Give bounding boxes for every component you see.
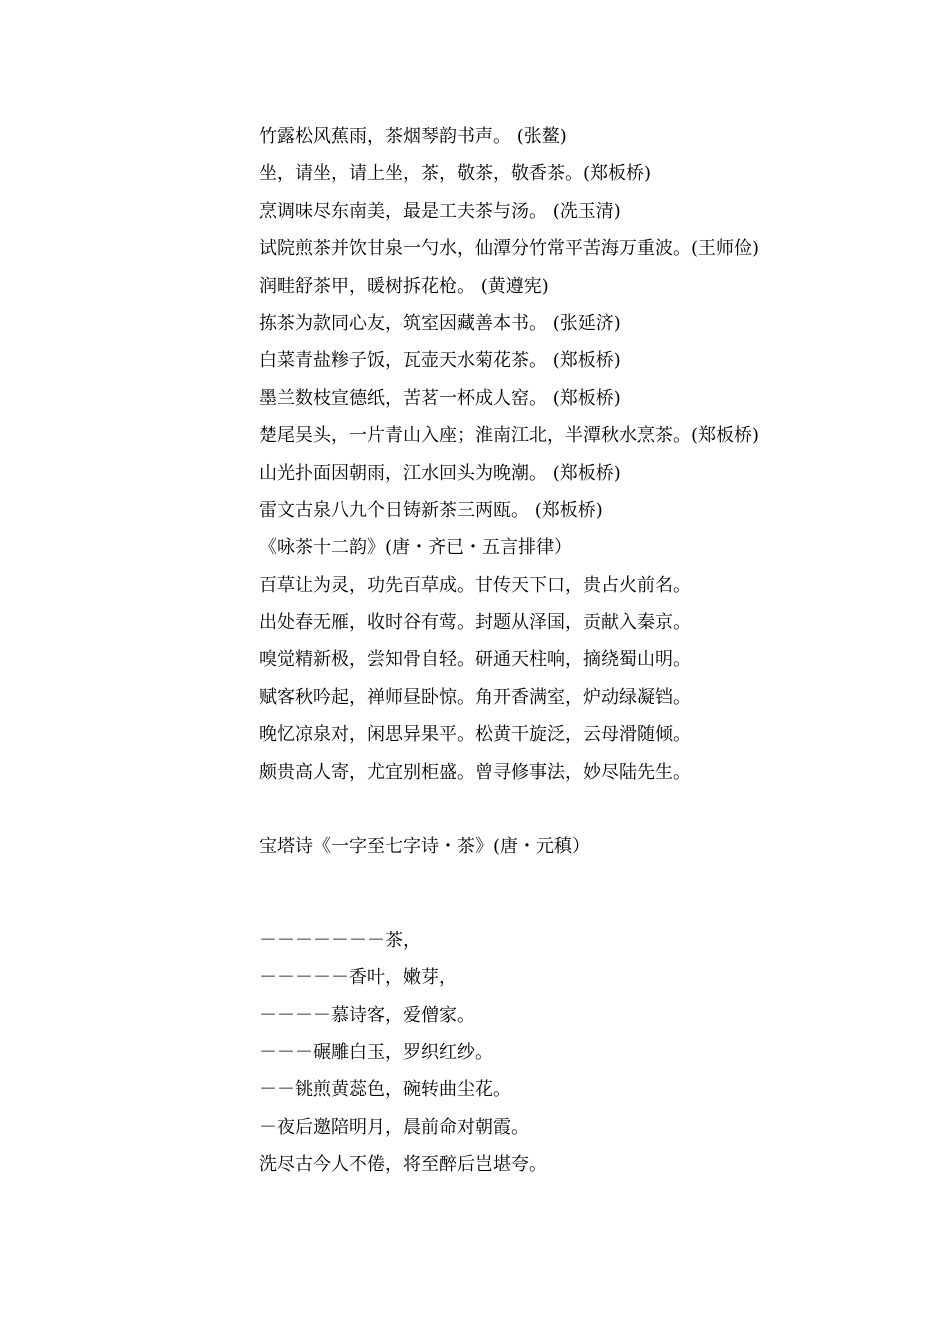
poem-line: 颇贵高人寄，尤宜别柜盛。曾寻修事法，妙尽陆先生。 xyxy=(259,761,691,783)
couplet-line: 山光扑面因朝雨，江水回头为晚潮。 (郑板桥) xyxy=(259,462,621,484)
couplet-line: 试院煎茶并饮甘泉一勺水，仙潭分竹常平苦海万重波。(王师俭) xyxy=(259,238,760,260)
poem-line: 晚忆凉泉对，闲思异果平。松黄干旋泛，云母滑随倾。 xyxy=(259,724,691,746)
poem-line: 百草让为灵，功先百草成。甘传天下口，贵占火前名。 xyxy=(259,574,691,596)
blank-line xyxy=(259,791,899,828)
poem-title: 宝塔诗《一字至七字诗・茶》(唐・元稹） xyxy=(259,836,591,858)
couplet-line: 拣茶为款同心友，筑室因藏善本书。 (张延济) xyxy=(259,312,621,334)
poem-baota xyxy=(259,828,899,1183)
poem-line: 赋客秋吟起，禅师昼卧惊。角开香满室，炉动绿凝铛。 xyxy=(259,686,691,708)
poem-yongcha xyxy=(259,529,899,791)
couplet-line: 墨兰数枝宣德纸，苦茗一杯成人窑。 (郑板桥) xyxy=(259,387,621,409)
couplet-line: 白菜青盐糁子饭，瓦壶天水菊花茶。 (郑板桥) xyxy=(259,350,621,372)
poem-title: 《咏茶十二韵》(唐・齐已・五言排律） xyxy=(259,537,573,559)
poem-line: －－铫煎黄蕊色，碗转曲尘花。 xyxy=(259,1079,511,1101)
poem-line: 嗅觉精新极，尝知骨自轻。研通天柱响，摘绕蜀山明。 xyxy=(259,649,691,671)
couplet-line: 竹露松风蕉雨，茶烟琴韵书声。 (张鳌) xyxy=(259,126,567,147)
couplet-line: 润畦舒茶甲，暖树拆花枪。 (黄遵宪) xyxy=(259,275,549,297)
couplet-line: 坐，请坐，请上坐，茶，敬茶，敬香茶。(郑板桥) xyxy=(259,163,652,185)
poem-line: －－－－－－－茶， xyxy=(259,929,421,951)
couplet-line: 烹调味尽东南美，最是工夫茶与汤。 (冼玉清) xyxy=(259,200,621,222)
blank-line xyxy=(259,866,899,922)
poem-line: －－－－慕诗客，爱僧家。 xyxy=(259,1004,475,1026)
document-body xyxy=(259,118,899,1184)
poem-line: 出处春无雁，收时谷有莺。封题从泽国，贡献入秦京。 xyxy=(259,612,691,634)
couplet-line: 雷文古泉八九个日铸新茶三两瓯。 (郑板桥) xyxy=(259,499,603,521)
poem-line: 洗尽古今人不倦，将至醉后岂堪夸。 xyxy=(259,1154,547,1176)
poem-line: －－－－－香叶，嫩芽， xyxy=(259,967,457,989)
poem-line: －－－碾雕白玉，罗织红纱。 xyxy=(259,1041,493,1063)
couplet-list xyxy=(259,118,899,529)
couplet-line: 楚尾吴头，一片青山入座；淮南江北，半潭秋水烹茶。(郑板桥) xyxy=(259,425,760,447)
poem-line: －夜后邀陪明月，晨前命对朝霞。 xyxy=(259,1116,529,1138)
